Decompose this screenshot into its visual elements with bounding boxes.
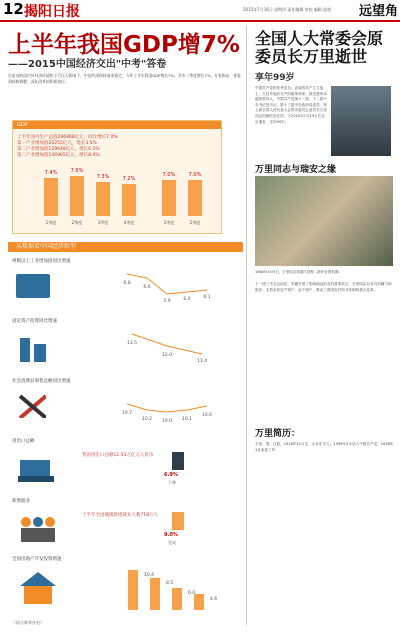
news-photo — [255, 176, 393, 266]
trade-change-label: 下降 — [168, 480, 176, 485]
investment-sparkline — [122, 328, 222, 364]
photo-caption: 1980年4月5日，万里同志到湛江视察（新华社资料图） — [255, 270, 342, 274]
right-subtitle: 享年99岁 — [255, 73, 295, 83]
house-icon — [16, 570, 60, 608]
quarter-chart-2 — [160, 162, 220, 228]
portrait-photo — [331, 86, 391, 156]
bar — [188, 180, 202, 216]
section-banner: 从数据看中国经济转型 — [8, 242, 243, 252]
column-divider — [246, 26, 247, 626]
right-body2: 十一届三中全会前后，安徽开展了影响深远的农村改革试点，万里同志以非凡的魄力和胆识，支持农民包产到户、包干到户，推动了我国农村经济体制的重大变革。 — [255, 282, 392, 292]
section-name: 远望角 — [358, 4, 398, 19]
lead-subtitle: ——2015中国经济交出"中考"答卷 — [8, 59, 167, 70]
bar — [194, 594, 204, 610]
lead-intro: 在复杂的国内外经济环境和下行压力影响下，中国经济保持基本稳定。今年上半年我国GDP增长7%，其中二季度增长7%。专家指出，要看到结构调整、深化改革的积极效应。 — [8, 73, 241, 84]
right-head3: 万里简历： — [255, 429, 301, 439]
value-label: 11.4 — [196, 359, 208, 364]
bar — [96, 182, 110, 216]
gdp-stat: 第三产业增加值146965亿元，增长8.4% — [17, 153, 100, 158]
bar-value: 7.3% — [96, 174, 110, 180]
bar-value: 7.4% — [44, 170, 58, 176]
bar — [128, 570, 138, 610]
panel-industry — [12, 258, 227, 308]
panel-label: 新增就业 — [12, 499, 30, 504]
tools-icon — [16, 392, 46, 418]
value-label: 10.4 — [144, 573, 155, 578]
bar-value: 7.0% — [162, 172, 176, 178]
trade-change: 6.9% — [164, 472, 178, 478]
bar-value: 7.0% — [188, 172, 202, 178]
value-label: 10.1 — [181, 417, 193, 422]
right-title: 全国人大常委会原委员长万里逝世 — [255, 29, 384, 66]
gdp-stat: 第一产业增加值20255亿元，增长3.5% — [17, 141, 97, 146]
panel-employment — [12, 498, 227, 550]
bar-label: 3季度 — [97, 220, 109, 225]
people-icon — [16, 512, 60, 546]
panel-label: 规模以上工业增加值同比增速 — [12, 259, 71, 264]
panel-trade — [12, 438, 227, 490]
bar-label: 1季度 — [45, 220, 57, 225]
value-label: 5.9 — [163, 299, 171, 304]
employment-change-label: 完成 — [168, 540, 176, 545]
bar — [172, 588, 182, 610]
value-label: 10.0 — [161, 419, 173, 424]
employment-change: 9.0% — [164, 532, 178, 538]
bar-label: 1季度 — [163, 220, 175, 225]
industry-sparkline — [122, 268, 222, 304]
employment-note: 上半年全国城镇新增就业人数718万人 — [82, 513, 159, 518]
value-label: 4.6 — [210, 597, 218, 602]
bar — [70, 176, 84, 216]
value-label: 6.0 — [188, 591, 196, 596]
bar-label: 2季度 — [189, 220, 201, 225]
value-label: 13.5 — [126, 341, 138, 346]
panel-investment — [12, 318, 227, 368]
issue-meta: 2015年7月16日 星期四 责任编辑 审校 编辑 监校 — [243, 7, 332, 12]
bar-label: 2季度 — [71, 220, 83, 225]
bar — [162, 180, 176, 216]
value-label: 12.0 — [161, 353, 173, 358]
masthead — [0, 0, 400, 22]
employment-bar — [172, 512, 184, 530]
bar-value: 7.5% — [70, 168, 84, 174]
building-icon — [16, 332, 56, 364]
value-label: 6.8 — [123, 281, 131, 286]
value-label: 6.1 — [203, 295, 211, 300]
trade-note: 我国进出口总额11.53万亿元人民币 — [82, 453, 154, 458]
value-label: 10.7 — [122, 411, 133, 416]
value-label: 6.6 — [143, 285, 151, 290]
page-number: 12 — [3, 0, 24, 18]
panel-label: 社会消费品零售总额同比增速 — [12, 379, 71, 384]
bar — [122, 184, 136, 216]
lead-title: 上半年我国GDP增7% — [8, 32, 240, 58]
bar-label: 4季度 — [123, 220, 135, 225]
ship-icon — [16, 452, 58, 486]
panel-label: 固定资产投资同比增速 — [12, 319, 57, 324]
value-label: 6.0 — [183, 297, 191, 302]
property-sparkline — [122, 564, 222, 612]
panel-property — [12, 556, 227, 616]
bar — [150, 578, 160, 610]
bar — [44, 178, 58, 216]
panel-label: 全国房地产开发投资增速 — [12, 557, 62, 562]
paper-name: 揭阳日报 — [24, 4, 80, 20]
gdp-header: GDP — [13, 121, 221, 129]
retail-sparkline — [122, 388, 222, 424]
value-label: 10.2 — [141, 417, 153, 422]
value-label: 8.5 — [166, 581, 174, 586]
panel-retail — [12, 378, 227, 428]
gdp-stat: 第二产业增加值129648亿元，增长6.1% — [17, 147, 100, 152]
bar-value: 7.2% — [122, 176, 136, 182]
right-head2: 万里同志与瑞安之缘 — [255, 165, 337, 175]
gdp-stats — [17, 135, 118, 159]
gdp-stat: 上半年国内生产总值296868亿元，同比增长7.0% — [17, 135, 118, 140]
panel-label: 进出口总额 — [12, 439, 35, 444]
right-body3: 万里，男，汉族，1916年12月生，山东东平人，1936年5月加入中国共产党，1936年1月参加工作。 — [255, 442, 394, 452]
quarter-chart-1 — [42, 162, 162, 228]
value-label: 10.6 — [201, 413, 213, 418]
right-body: 中国共产党的优秀党员，忠诚的共产主义战士，久经考验的无产阶级革命家，我党我军卓越的领导人，中国共产党第十一届、十二届中央书记处书记、第十三届中央政治局委员，第七届全国人民代表大会常务委员会委员长万里同志因病医治无效，于2015年7月15日在北京逝世，享年99岁。 — [255, 86, 327, 124]
factory-icon — [16, 274, 50, 298]
footer-note: （综合新华社电） — [12, 620, 44, 625]
trade-bar — [172, 452, 184, 470]
